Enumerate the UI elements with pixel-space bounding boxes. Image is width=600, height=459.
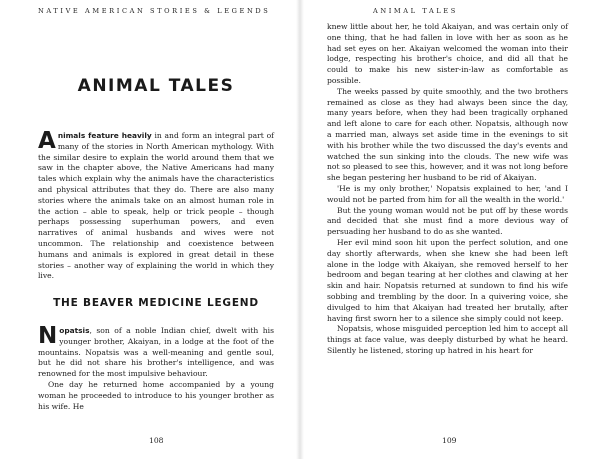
chapter-title: ANIMAL TALES (77, 76, 235, 96)
intro-text (38, 128, 274, 282)
right-paragraph-5: Her evil mind soon hit upon the perfect solution, and one day shortly afterwards, when she knew she had been left alone in the lodge with Akaiyan, she removed herself to her bedroom and began tearing at her clothes and clawing at her skin and hair. Nopatsis returned at sundown to find his wife sobbing and trembling by the door. In a quivering voice, she divulged to him that Akaiyan had treated her brutally, after having first sworn her to a silence she simply could not keep. (327, 237, 568, 323)
left-running-head: NATIVE AMERICAN STORIES & LEGENDS (38, 7, 271, 15)
right-paragraph-6: Nopatsis, whose misguided perception led him to accept all things at face value, was deeply disturbed by what he heard. Silently he listened, storing up hatred in his heart for (327, 324, 568, 355)
right-running-head: ANIMAL TALES (373, 7, 458, 15)
story-drop-cap: N (38, 323, 58, 349)
intro-drop-cap: A (38, 128, 56, 154)
story-paragraph-2: One day he returned home accompanied by a young woman he proceeded to introduce to his younger brother as his wife. He (38, 379, 274, 411)
story-text (38, 323, 274, 412)
right-paragraph-3: 'He is my only brother,' Nopatsis explained to her, 'and I would not be parted from him for all the wealth in the world.' (327, 183, 568, 204)
left-page-number: 108 (149, 436, 164, 445)
right-paragraph-4: But the young woman would not be put off by these words and decided that she must find a more devious way of persuading her husband to do as she wanted. (327, 205, 568, 237)
intro-body: in and form an integral part of many of the stories in North American mythology. With the similar desire to explain the world around them that we saw in the chapter above, the Native Americans had many tales which explain why the animals have the characteristics and physical attributes that they do. There are also many stories where the animals take on an almost human role in the action – able to speak, help or trick people – though perhaps possessing superhuman powers, and even narratives of animal husbands and wives were not uncommon. The relationship and coexistence between humans and animals is explored in great detail in these stories – another way of explaining the world in which they live. (38, 131, 274, 281)
intro-lead-words: nimals feature heavily (57, 131, 152, 140)
right-paragraph-1: knew little about her, he told Akaiyan, and was certain only of one thing, that he had fallen in love with her as soon as he had set eyes on her. Akaiyan welcomed the woman into their lodge, respecting his brother's choice, and did all that he could to make his new sister-in-law as comfortable as possible. (327, 22, 568, 85)
right-paragraph-2: The weeks passed by quite smoothly, and the two brothers remained as close as they had always been since the day, many years before, when they had been tragically orphaned and left alone to care for each other. Nopatsis, although now a married man, always set aside time in the evenings to sit with his brother while the two discussed the day's events and watched the sun sinking into the clouds. The new wife was not so pleased to see this, however, and it was not long before she began pestering her husband to be rid of Akaiyan. (327, 86, 568, 183)
intro-paragraph (38, 128, 274, 282)
right-page-number: 109 (442, 436, 457, 445)
story-paragraph-1 (38, 323, 274, 380)
right-text (327, 22, 568, 357)
right-page (300, 0, 600, 459)
section-title: THE BEAVER MEDICINE LEGEND (53, 297, 259, 309)
story-body: , son of a noble Indian chief, dwelt with his younger brother, Akaiyan, in a lodge at the foot of the mountains. Nopatsis was a well-meaning and gentle soul, but he did not share his brother's intelligence, and was renowned for the most impulsive behaviour. (38, 326, 274, 379)
story-lead-word: opatsis (59, 326, 90, 335)
